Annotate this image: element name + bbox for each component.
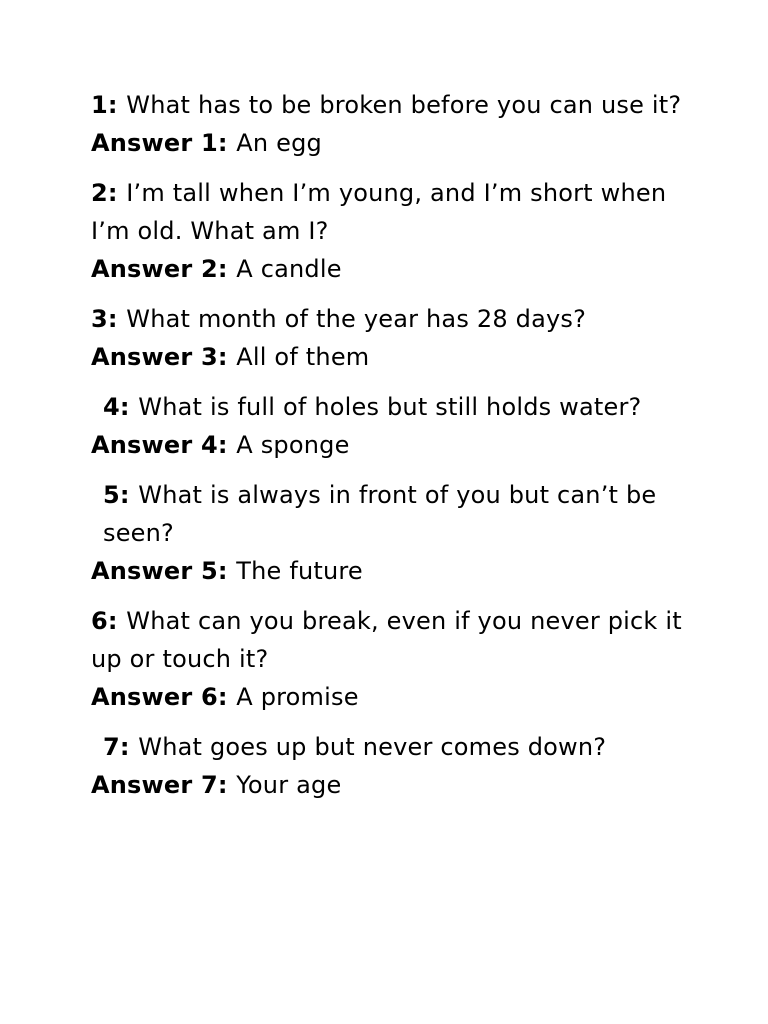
question-number: 1: [91, 91, 108, 119]
answer-text: An egg: [236, 129, 322, 157]
question-text: What has to be broken before you can use it?: [126, 91, 682, 119]
answer-label: Answer 5: [91, 557, 218, 585]
riddle-7: [91, 728, 711, 804]
answer-text: The future: [236, 557, 363, 585]
question-4: 4: What is full of holes but still holds water?: [103, 393, 642, 421]
answer-text: Your age: [236, 771, 342, 799]
question-text: What is always in front of you but can’t be seen?: [103, 481, 657, 547]
question-text: What month of the year has 28 days?: [126, 305, 587, 333]
riddle-5: [91, 476, 711, 590]
question-5: 5: What is always in front of you but can’t be seen?: [103, 481, 657, 547]
riddle-2: [91, 174, 711, 288]
answer-6: Answer 6: A promise: [91, 683, 359, 711]
question-number: 7: [103, 733, 120, 761]
answer-label: Answer 6: [91, 683, 218, 711]
riddle-4: [91, 388, 711, 464]
riddle-document: [91, 86, 711, 816]
question-7: 7: What goes up but never comes down?: [103, 733, 607, 761]
question-1: 1: What has to be broken before you can use it?: [91, 91, 682, 119]
answer-text: All of them: [236, 343, 370, 371]
answer-text: A sponge: [236, 431, 350, 459]
answer-label: Answer 3: [91, 343, 218, 371]
question-number: 5: [103, 481, 120, 509]
answer-label: Answer 2: [91, 255, 218, 283]
question-text: What can you break, even if you never pick it up or touch it?: [91, 607, 682, 673]
answer-label: Answer 4: [91, 431, 218, 459]
question-3: 3: What month of the year has 28 days?: [91, 305, 587, 333]
question-number: 2: [91, 179, 108, 207]
answer-5: Answer 5: The future: [91, 557, 363, 585]
question-text: I’m tall when I’m young, and I’m short when I’m old. What am I?: [91, 179, 667, 245]
answer-1: Answer 1: An egg: [91, 129, 322, 157]
answer-text: A promise: [236, 683, 359, 711]
answer-7: Answer 7: Your age: [91, 771, 342, 799]
question-number: 3: [91, 305, 108, 333]
answer-label: Answer 1: [91, 129, 218, 157]
answer-3: Answer 3: All of them: [91, 343, 370, 371]
answer-text: A candle: [236, 255, 342, 283]
question-number: 6: [91, 607, 108, 635]
riddle-1: [91, 86, 711, 162]
riddle-6: [91, 602, 711, 716]
question-number: 4: [103, 393, 120, 421]
riddle-3: [91, 300, 711, 376]
question-2: 2: I’m tall when I’m young, and I’m short when I’m old. What am I?: [91, 179, 667, 245]
answer-label: Answer 7: [91, 771, 218, 799]
answer-2: Answer 2: A candle: [91, 255, 342, 283]
question-text: What is full of holes but still holds water?: [138, 393, 642, 421]
question-text: What goes up but never comes down?: [138, 733, 607, 761]
answer-4: Answer 4: A sponge: [91, 431, 350, 459]
question-6: 6: What can you break, even if you never pick it up or touch it?: [91, 607, 682, 673]
